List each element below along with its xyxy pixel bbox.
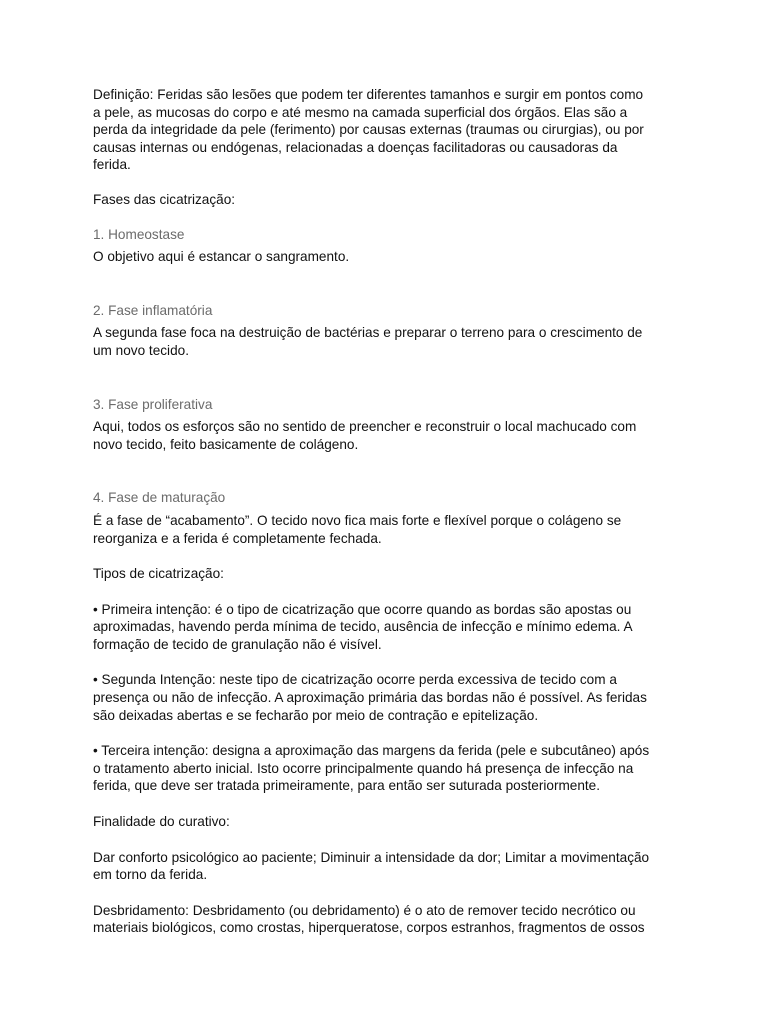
- spacer: [93, 583, 683, 601]
- spacer: [93, 174, 683, 191]
- dressing-purpose-text: Dar conforto psicológico ao paciente; Diminuir a intensidade da dor; Limitar a movimentação em torno da ferida.: [93, 849, 650, 883]
- phase-4-heading: 4. Fase de maturação: [93, 490, 226, 506]
- type-secondary-paragraph: • Segunda Intenção: neste tipo de cicatrização ocorre perda excessiva de tecido com a presença ou não de infecção. A aproximação primária das bordas não é possível. As feridas são deixadas abertas e se fecharão por meio de contração e epitelização.: [93, 672, 647, 723]
- spacer: [93, 653, 683, 671]
- type-tertiary-paragraph: • Terceira intenção: designa a aproximação das margens da ferida (pele e subcutâneo) após o tratamento aberto inicial. Isto ocorre principalmente quando há presença de infecção na ferida, que deve ser tratada primeiramente, para então ser suturada posteriormente.: [93, 743, 650, 794]
- spacer: [93, 209, 683, 226]
- dressing-purpose-title: Finalidade do curativo:: [93, 814, 230, 830]
- spacer: [93, 547, 683, 565]
- phase-3-text: Aqui, todos os esforços são no sentido de preencher e reconstruir o local machucado com novo tecido, feito basicamente de colágeno.: [93, 419, 637, 452]
- spacer: [93, 795, 683, 813]
- definition-paragraph: Definição: Feridas são lesões que podem ter diferentes tamanhos e surgir em pontos como a pele, as mucosas do corpo e até mesmo na camada superficial dos órgãos. Elas são a perda da integridade da pele (ferimento) por causas externas (traumas ou cirurgias), ou por causas internas ou endógenas, relacionadas a doenças facilitadoras ou causadoras da ferida.: [93, 87, 644, 173]
- phase-2-heading: 2. Fase inflamatória: [93, 302, 213, 318]
- type-primary-paragraph: • Primeira intenção: é o tipo de cicatrização que ocorre quando as bordas são apostas ou aproximadas, havendo perda mínima de tecido, ausência de infecção e mínimo edema. A formação de tecido de granulação não é visível.: [93, 601, 633, 652]
- phase-1-heading: 1. Homeostase: [93, 226, 185, 242]
- spacer: [93, 266, 683, 302]
- phases-title: Fases das cicatrização:: [93, 191, 236, 207]
- spacer: [93, 724, 683, 742]
- phase-1-text: O objetivo aqui é estancar o sangramento.: [93, 249, 350, 265]
- phase-4-text: É a fase de “acabamento”. O tecido novo fica mais forte e flexível porque o colágeno se reorganiza e a ferida é completamente fechada.: [93, 512, 622, 546]
- document-page: [93, 86, 683, 937]
- phase-3-heading: 3. Fase proliferativa: [93, 396, 213, 412]
- spacer: [93, 884, 683, 902]
- spacer: [93, 453, 683, 489]
- spacer: [93, 831, 683, 849]
- debridement-paragraph: Desbridamento: Desbridamento (ou debridamento) é o ato de remover tecido necrótico ou materiais biológicos, como crostas, hiperqueratose, corpos estranhos, fragmentos de ossos: [93, 902, 645, 936]
- spacer: [93, 360, 683, 396]
- types-title: Tipos de cicatrização:: [93, 566, 224, 582]
- phase-2-text: A segunda fase foca na destruição de bactérias e preparar o terreno para o crescimento de um novo tecido.: [93, 325, 643, 358]
